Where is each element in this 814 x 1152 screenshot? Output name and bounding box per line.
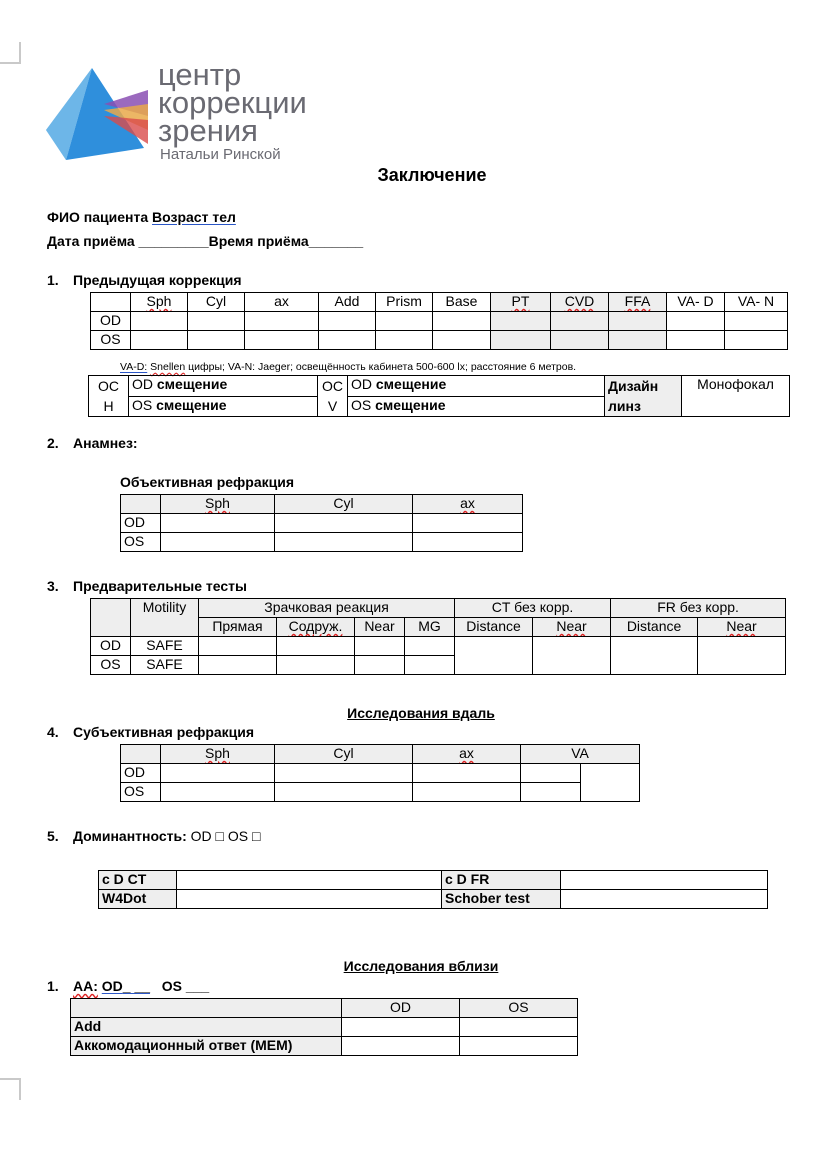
section-2-heading: 2. Анамнез: xyxy=(47,435,138,451)
section-4-heading: 4. Субъективная рефракция xyxy=(47,724,255,740)
table-row: OD xyxy=(121,764,640,783)
logo-line2: коррекции xyxy=(158,85,307,120)
time-label: Время приёма xyxy=(208,233,309,249)
objective-refraction-table xyxy=(120,494,523,552)
page-title: Заключение xyxy=(377,165,487,185)
extra-tests-table xyxy=(98,870,768,909)
ocv-label: ОС V xyxy=(318,376,348,417)
section-3-heading: 3. Предварительные тесты xyxy=(47,578,247,594)
table-row: OS xyxy=(91,331,788,350)
corner-mark-bottom-v xyxy=(19,1078,21,1100)
och-od-shift[interactable]: OD смещение xyxy=(129,376,318,397)
date-blank[interactable]: _________ xyxy=(138,233,209,249)
ct-header: CT без корр. xyxy=(455,599,611,618)
time-blank[interactable]: _______ xyxy=(308,233,364,249)
table-row: OS xyxy=(121,533,523,552)
ocv-od-shift[interactable]: OD смещение xyxy=(348,376,605,397)
table-row: OD xyxy=(91,312,788,331)
near-table xyxy=(70,998,578,1056)
corner-mark-top-h xyxy=(0,62,21,64)
near-1-heading: 1. AA: OD_ __ OS ___ xyxy=(47,978,210,994)
table-row: OD SAFE xyxy=(91,637,786,656)
date-label: Дата приёма xyxy=(47,233,135,249)
shift-design-table xyxy=(88,375,790,417)
preliminary-tests-table: Motility Зрачковая реакция CT без корр. FR без корр. Прямая Содруж. Near MG Distance Near Distance Near OD SAFE OS SAFE xyxy=(90,598,786,675)
logo xyxy=(44,57,364,164)
logo-line3: зрения xyxy=(158,113,258,148)
dominance-value[interactable]: OD □ OS □ xyxy=(190,828,261,844)
table-row: Аккомодационный ответ (MEM) xyxy=(71,1037,578,1056)
och-os-shift[interactable]: OS смещение xyxy=(129,396,318,417)
logo-pyramid-icon xyxy=(44,64,154,164)
pupil-header: Зрачковая реакция xyxy=(199,599,455,618)
prev-correction-table xyxy=(90,292,788,350)
corner-mark-top-v xyxy=(19,42,21,64)
va-note: VA-D: Snellen цифры; VA-N: Jaeger; освещённость кабинета 500-600 lx; расстояние 6 метров. xyxy=(120,361,577,373)
motility-header: Motility xyxy=(131,599,199,637)
fio-value: Возраст тел xyxy=(152,209,236,225)
design-label: Дизайн линз xyxy=(605,376,682,417)
patient-fio-line xyxy=(47,209,236,225)
logo-line1: центр xyxy=(158,57,242,92)
near-heading: Исследования вблизи xyxy=(343,958,499,974)
table-row: OS xyxy=(121,783,640,802)
far-heading: Исследования вдаль xyxy=(347,705,495,721)
objective-refraction-title: Объективная рефракция xyxy=(120,474,295,490)
fr-header: FR без корр. xyxy=(611,599,786,618)
table-row: OD xyxy=(121,514,523,533)
table-row: W4Dot Schober test xyxy=(99,890,768,909)
patient-date-line xyxy=(47,233,363,249)
section-1-heading: 1. Предыдущая коррекция xyxy=(47,272,242,288)
table-header-row: Sph Cyl ax xyxy=(121,495,523,514)
table-header-row: Sph Cyl ax VA xyxy=(121,745,640,764)
och-label: ОС Н xyxy=(89,376,129,417)
ocv-os-shift[interactable]: OS смещение xyxy=(348,396,605,417)
table-header-row: Sph Cyl ax Add Prism Base PT CVD FFA VA- D VA- N xyxy=(91,293,788,312)
subjective-refraction-table xyxy=(120,744,640,802)
table-row: OS SAFE xyxy=(91,656,786,675)
table-header-row: OD OS xyxy=(71,999,578,1018)
logo-line4: Натальи Ринской xyxy=(160,146,281,163)
fio-label: ФИО пациента xyxy=(47,209,149,225)
section-5-heading: 5. Доминантность: OD □ OS □ xyxy=(47,828,261,844)
table-row: c D CT c D FR xyxy=(99,871,768,890)
design-value[interactable]: Монофокал xyxy=(682,376,790,417)
table-row: Add xyxy=(71,1018,578,1037)
corner-mark-bottom-h xyxy=(0,1078,21,1080)
